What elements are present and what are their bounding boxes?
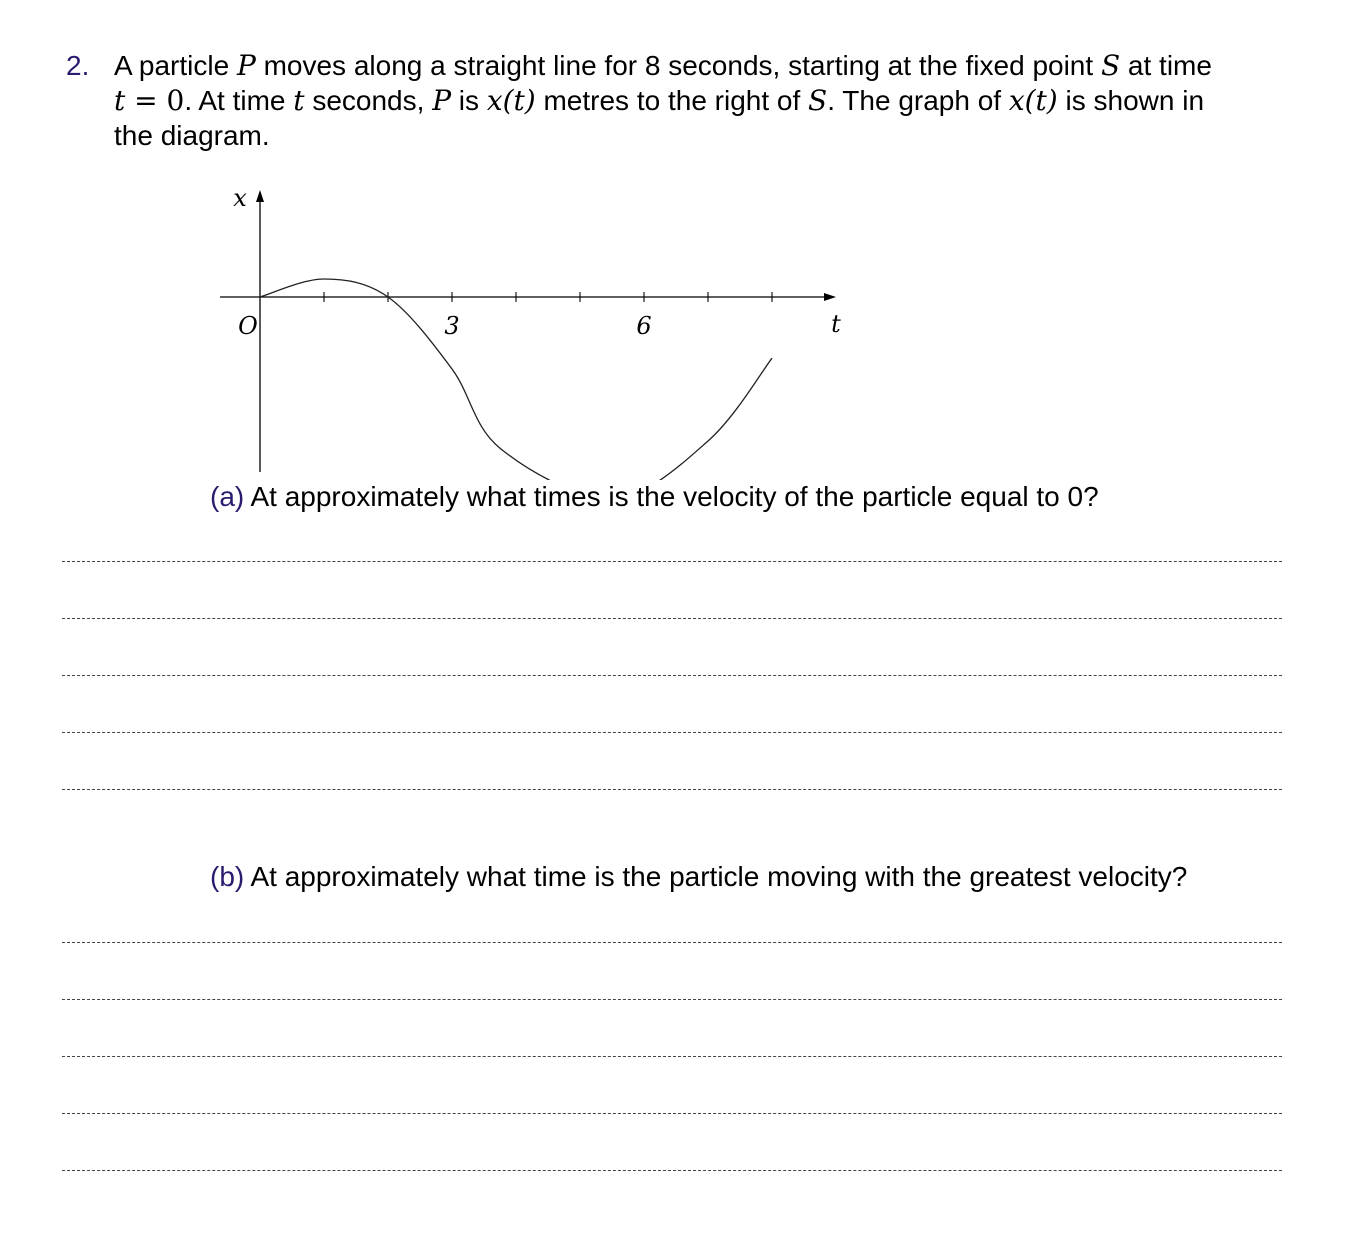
x-axis-label: t	[831, 310, 841, 338]
answer-line-a-5[interactable]	[62, 789, 1282, 790]
answer-line-b-3[interactable]	[62, 1056, 1282, 1057]
y-axis-label: x	[233, 184, 247, 212]
question-text	[114, 48, 1294, 153]
question-line-2: t = 0. At time t seconds, P is x(t) metres to the right of S. The graph of x(t) is shown in	[114, 84, 1205, 117]
part-a-label: (a)	[210, 481, 245, 512]
question-line-1: A particle P moves along a straight line for 8 seconds, starting at the fixed point S at time	[114, 49, 1212, 82]
answer-line-a-3[interactable]	[62, 675, 1282, 676]
x-tick-label: 6	[636, 312, 652, 340]
question-number: 2.	[66, 50, 90, 81]
answer-line-b-4[interactable]	[62, 1113, 1282, 1114]
displacement-graph	[200, 180, 860, 480]
part-b-text: At approximately what time is the particle moving with the greatest velocity?	[244, 861, 1188, 892]
answer-line-a-2[interactable]	[62, 618, 1282, 619]
x-axis-tick-labels	[444, 312, 651, 340]
part-b-label: (b)	[210, 861, 245, 892]
answer-line-b-2[interactable]	[62, 999, 1282, 1000]
question-line-3: the diagram.	[114, 120, 270, 151]
answer-line-b-1[interactable]	[62, 942, 1282, 943]
answer-line-a-4[interactable]	[62, 732, 1282, 733]
answer-line-b-5[interactable]	[62, 1170, 1282, 1171]
answer-line-a-1[interactable]	[62, 561, 1282, 562]
origin-label: O	[238, 312, 258, 340]
y-axis-arrow	[256, 190, 264, 202]
x-of-t-curve	[260, 279, 772, 480]
part-b-prompt	[210, 860, 1187, 894]
part-a-text: At approximately what times is the velocity of the particle equal to 0?	[244, 481, 1099, 512]
part-a-prompt	[210, 480, 1099, 514]
x-tick-label: 3	[444, 312, 460, 340]
x-axis-arrow	[824, 293, 836, 301]
